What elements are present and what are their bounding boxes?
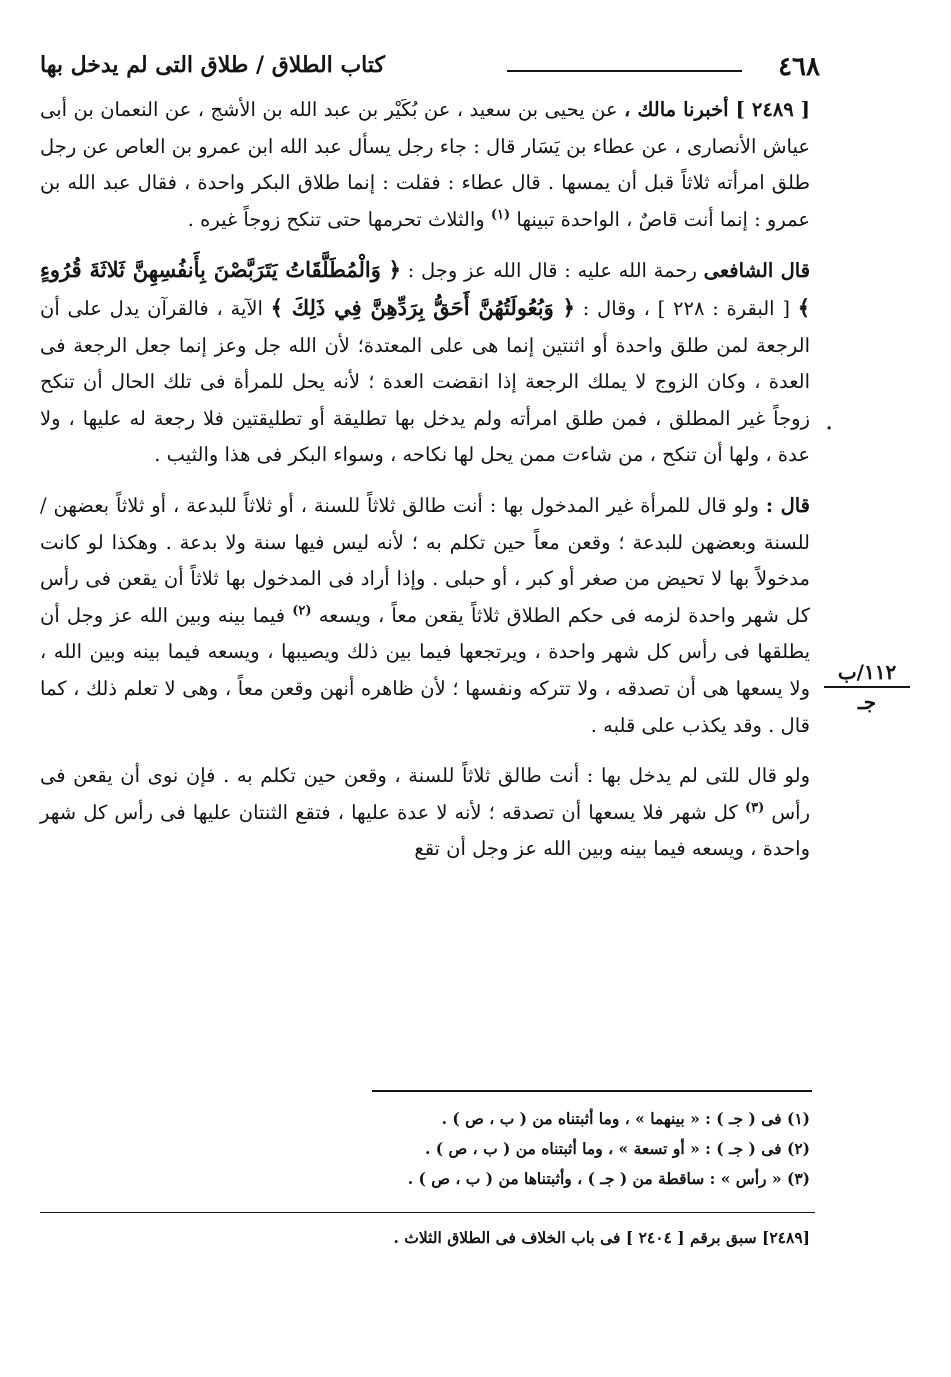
hadith-paragraph xyxy=(40,92,810,238)
final-paragraph xyxy=(40,758,810,868)
quran-verse-2: ﴿ وَبُعُولَتُهُنَّ أَحَقُّ بِرَدِّهِنَّ فِي ذَلِكَ ﴾ xyxy=(270,294,575,320)
footnote-rule xyxy=(372,1090,812,1092)
speaker-label: قال : xyxy=(765,493,811,517)
source-rule xyxy=(40,1212,815,1213)
page-number: ٤٦٨ xyxy=(778,52,820,82)
folio-marker: ١١٢/ب xyxy=(824,660,910,688)
quran-verse-1: ﴿ وَالْمُطَلَّقَاتُ يَتَرَبَّصْنَ بِأَنفُسِهِنَّ ثَلاثَةَ قُرُوءٍ ﴾ xyxy=(40,257,811,320)
main-text xyxy=(40,92,810,882)
paragraph-text: فيما بينه وبين الله عز وجل أن يطلقها فى رأس كل شهر واحدة ، ويرتجعها فيما بين ذلك ويصيبها ، ويسعه فيما بينه وبين الله ، ولا يسعها هى أن تصدقه ، ولا تتركه ونفسها ؛ لأن ظاهره أنهن وقعن معاً ، وهى لا تعلم ذلك ، كما قال . وقد يكذب على قلبه . xyxy=(40,603,810,737)
footnotes xyxy=(40,1104,810,1194)
page-header xyxy=(40,50,820,90)
footnote-1: (١) فى ( جـ ) : « بينهما » ، وما أثبتناه من ( ب ، ص ) . xyxy=(441,1109,810,1128)
header-rule xyxy=(507,70,742,72)
speaker-label: قال الشافعى xyxy=(703,259,811,283)
manuscript-marker: جـ xyxy=(857,690,877,714)
hadith-text: عن يحيى بن سعيد ، عن بُكَيْر بن عبد الله بن الأشج ، عن النعمان بن أبى عياش الأنصارى ، عن عطاء بن يَسَار قال : جاء رجل يسأل عبد الله ابن عمرو بن العاص عن رجل طلق امرأته ثلاثاً قبل أن يمسها . قال عطاء : فقلت : إنما طلاق البكر واحدة ، فقال عبد الله بن عمرو : إنما أنت قاصٌ ، الواحدة تبينها xyxy=(40,98,810,231)
footnote-ref-2: (٢) xyxy=(292,603,312,619)
source-note: [٢٤٨٩] سبق برقم [ ٢٤٠٤ ] فى باب الخلاف فى الطلاق الثلاث . xyxy=(393,1228,810,1247)
hadith-text-end: والثلاث تحرمها حتى تنكح زوجاً غيره . xyxy=(187,207,485,231)
paragraph-text: ولو قال للمرأة غير المدخول بها : أنت طالق ثلاثاً للسنة ، أو ثلاثاً للبدعة ، أو ثلاثاً بعضهن / للسنة وبعضهن للبدعة ؛ وقعن معاً حين تكلم به ؛ لأنه ليس فيها سنة ولا بدعة . وهكذا لو كانت مدخولاً بها لا تحيض من صغر أو كبر ، أو حبلى . وإذا أراد فى المدخول بها ثلاثاً أن يقعن فى رأس كل شهر واحدة لزمه فى حكم الطلاق ثلاثاً يقعن معاً ، ويسعه xyxy=(40,493,810,627)
shafii-paragraph xyxy=(40,252,810,474)
paragraph-text: كل شهر فلا يسعها أن تصدقه ؛ لأنه لا عدة عليها ، فتقع الثنتان عليها فى رأس كل شهر واحدة ، ويسعه فيما بينه وبين الله عز وجل أن تقع xyxy=(40,800,810,861)
paragraph-text: الآية ، فالقرآن يدل على أن الرجعة لمن طلق واحدة أو اثنتين إنما هى على المعتدة؛ لأن الله جل وعز إنما جعل الرجعة فى العدة ، وكان الزوج لا يملك الرجعة إذا انقضت العدة ؛ لأنه يحل للمرأة فى تلك الحال أن تنكح زوجاً غير المطلق ، فمن طلق امرأته ولم يدخل بها تطليقة أو تطليقتين فلا رجعة له عليها ، ولا عدة ، ولها أن تنكح ، من شاءت ممن يحل لها نكاحه ، وسواء البكر فى هذا والثيب . xyxy=(40,296,810,467)
margin-dot: · xyxy=(826,418,833,439)
margin-note xyxy=(824,660,910,714)
ruling-paragraph xyxy=(40,488,810,744)
verse-citation: [ البقرة : ٢٢٨ ] ، وقال : xyxy=(582,296,790,320)
footnote-ref-1: (١) xyxy=(490,207,511,223)
hadith-number: [ ٢٤٨٩ ] أخبرنا مالك ، xyxy=(624,98,811,121)
paragraph-text: رحمة الله عليه : قال الله عز وجل : xyxy=(407,259,697,283)
footnote-ref-3: (٣) xyxy=(744,800,765,816)
footnote-3: (٣) « رأس » : ساقطة من ( جـ ) ، وأثبتناها من ( ب ، ص ) . xyxy=(407,1169,810,1188)
paragraph-text: ولو قال للتى لم يدخل بها : أنت طالق ثلاثاً للسنة ، وقعن حين تكلم به . فإن نوى أن يقعن فى رأس xyxy=(40,764,810,824)
footnote-2: (٢) فى ( جـ ) : « أو تسعة » ، وما أثبتناه من ( ب ، ص ) . xyxy=(425,1139,810,1158)
running-title: كتاب الطلاق / طلاق التى لم يدخل بها xyxy=(40,52,385,78)
